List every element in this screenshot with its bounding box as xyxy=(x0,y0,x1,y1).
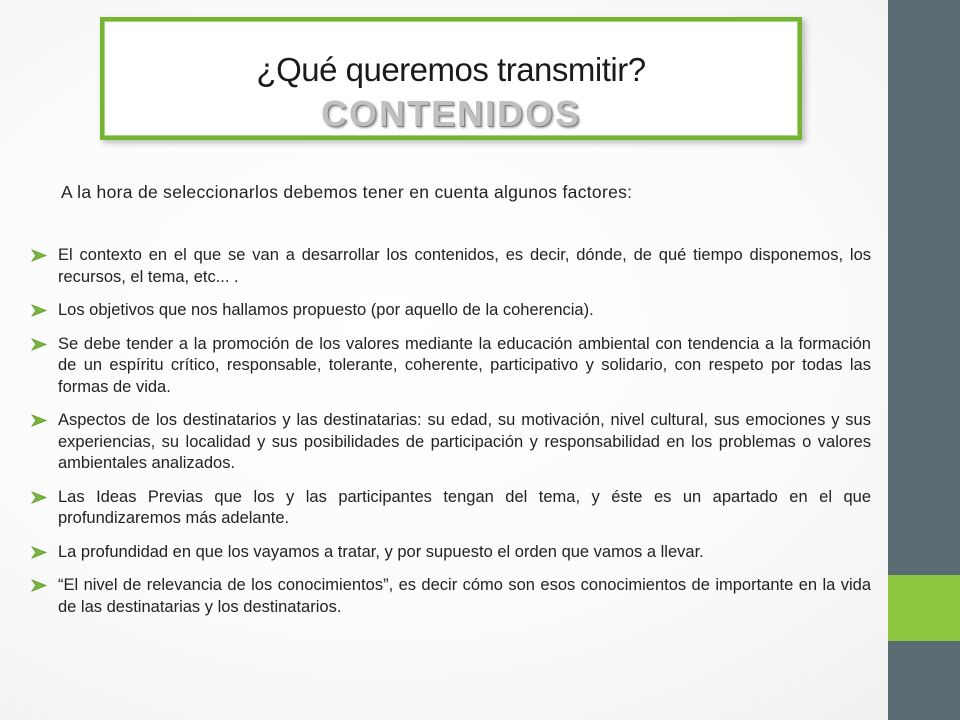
bullet-text: Las Ideas Previas que los y las participantes tengan del tema, y éste es un apartado en el que profundizaremos más adelante. xyxy=(58,487,871,527)
title-box xyxy=(100,17,802,140)
intro-text: A la hora de seleccionarlos debemos tener en cuenta algunos factores: xyxy=(61,182,633,202)
bullet-item xyxy=(31,487,871,530)
bullet-text: “El nivel de relevancia de los conocimientos”, es decir cómo son esos conocimientos de importante en la vida de las destinatarias y los destinatarios. xyxy=(58,576,871,616)
bullet-item xyxy=(31,575,871,618)
bullet-text: La profundidad en que los vayamos a tratar, y por supuesto el orden que vamos a llevar. xyxy=(58,542,704,561)
arrow-bullet-icon xyxy=(31,546,49,559)
bullet-text: Aspectos de los destinatarios y las destinatarias: su edad, su motivación, nivel cultural, sus emociones y sus experiencias, su localidad y sus posibilidades de participación y responsabilidad en los problemas o valores ambientales analizados. xyxy=(58,411,871,472)
arrow-bullet-icon xyxy=(31,491,49,504)
arrow-bullet-icon xyxy=(31,304,49,317)
arrow-bullet-icon xyxy=(31,249,49,262)
bullet-item xyxy=(31,245,871,288)
arrow-bullet-icon xyxy=(31,338,49,351)
arrow-bullet-icon xyxy=(31,414,49,427)
sidebar-accent-block xyxy=(888,575,960,641)
arrow-bullet-icon xyxy=(31,579,49,592)
bullet-text: Los objetivos que nos hallamos propuesto (por aquello de la coherencia). xyxy=(58,301,594,319)
bullet-item xyxy=(31,410,871,475)
bullet-list xyxy=(31,245,871,630)
slide-subtitle: CONTENIDOS xyxy=(320,93,581,134)
bullet-item xyxy=(31,300,871,322)
bullet-text: El contexto en el que se van a desarrollar los contenidos, es decir, dónde, de qué tiempo disponemos, los recursos, el tema, etc... . xyxy=(58,246,871,286)
bullet-item xyxy=(31,334,871,399)
bullet-text: Se debe tender a la promoción de los valores mediante la educación ambiental con tendencia a la formación de un espíritu crítico, responsable, tolerante, coherente, participativo y solidario, con respeto por todas las formas de vida. xyxy=(58,334,871,396)
slide-title: ¿Qué queremos transmitir? xyxy=(256,51,646,88)
bullet-item xyxy=(31,542,871,564)
